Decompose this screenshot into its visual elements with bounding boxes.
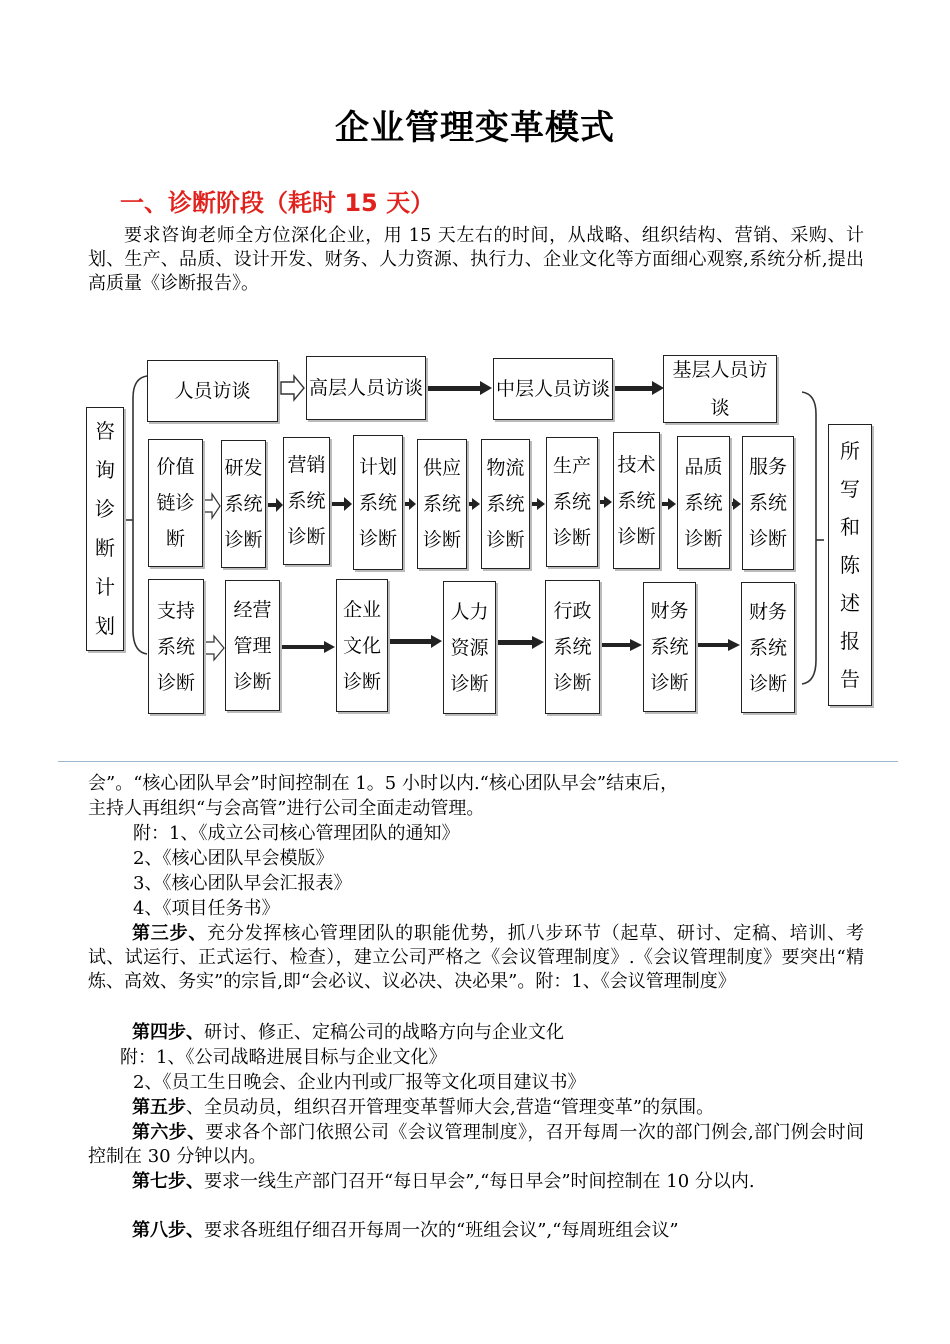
solid-arrow (601, 639, 642, 651)
step-text: 、全员动员，组织召开管理变革誓师大会,营造“管理变革”的氛围。 (186, 1097, 715, 1118)
solid-arrow (468, 498, 480, 510)
supply-system-box: 供应系统诊断 (417, 439, 467, 569)
step-label: 第六步、 (132, 1122, 206, 1143)
step-label: 第七步、 (132, 1171, 204, 1192)
production-system-box: 生产系统诊断 (546, 437, 598, 567)
solid-arrow (531, 498, 545, 510)
step-text: 研讨、修正、定稿公司的战略方向与企业文化 (204, 1022, 564, 1043)
attachment-line: 附：1、《公司战略进展目标与企业文化》 (120, 1047, 447, 1068)
section-heading: 一、诊断阶段（耗时 15 天） (120, 189, 435, 217)
hollow-arrow (281, 376, 304, 400)
page-divider (58, 761, 898, 762)
interview-box: 人员访谈 (147, 360, 278, 422)
step-text: 充分发挥核心管理团队的职能优势，抓八步环节（起草、研讨、定稿、培训、考试、试运行、正式运行、检查），建立公司严格之《会议管理制度》.《会议管理制度》要突出“精炼、高效、务实”的宗旨,即“会必议、议必决、决必果”。附：1、《会议管理制度》 (88, 923, 865, 992)
attachment-line: 3、《核心团队早会汇报表》 (133, 873, 352, 894)
logistics-system-box: 物流系统诊断 (481, 439, 530, 569)
value-chain-box: 价值链诊断 (148, 439, 203, 567)
hollow-arrow (204, 494, 220, 518)
solid-arrow (428, 381, 492, 395)
administration-system-box: 行政系统诊断 (545, 580, 600, 714)
step-6-paragraph (88, 1121, 864, 1169)
attachment-line: 附：1、《成立公司核心管理团队的通知》 (133, 823, 460, 844)
solid-arrow (661, 498, 676, 510)
planning-system-box: 计划系统诊断 (353, 435, 403, 570)
solid-arrow (267, 498, 283, 512)
business-management-box: 经营管理诊断 (225, 580, 280, 711)
step-label: 第八步、 (132, 1220, 204, 1241)
step-text: 要求一线生产部门召开“每日早会”,“每日早会”时间控制在 10 分以内. (204, 1171, 755, 1192)
attachment-line: 4、《项目任务书》 (133, 898, 280, 919)
human-resources-box: 人力资源诊断 (443, 581, 496, 714)
step-text: 要求各个部门依照公司《会议管理制度》，召开每周一次的部门例会,部门例会时间控制在 30 分钟以内。 (88, 1122, 865, 1167)
technology-system-box: 技术系统诊断 (613, 432, 660, 569)
base-interview-box: 基层人员访谈 (663, 355, 777, 423)
plan-box: 咨询诊断计划 (86, 407, 124, 651)
section-paragraph: 要求咨询老师全方位深化企业，用 15 天左右的时间，从战略、组织结构、营销、采购、计划、生产、品质、设计开发、财务、人力资源、执行力、企业文化等方面细心观察,系统分析,提出高质量《诊断报告》。 (88, 225, 864, 294)
body-line: 会”。“核心团队早会”时间控制在 1。5 小时以内.“核心团队早会”结束后， (88, 773, 679, 794)
solid-arrow (404, 498, 416, 510)
step-8-line (132, 1219, 679, 1243)
solid-arrow (281, 641, 335, 653)
solid-arrow (731, 498, 741, 510)
corporate-culture-box: 企业文化诊断 (336, 579, 388, 712)
hollow-arrow (205, 636, 224, 660)
step-5-line (132, 1096, 714, 1120)
step-label: 第五步 (132, 1097, 186, 1118)
solid-arrow (497, 636, 544, 649)
solid-arrow (614, 381, 664, 395)
report-box: 所写和陈述报告 (828, 424, 872, 706)
step-label: 第三步、 (132, 923, 208, 944)
step-3-paragraph (88, 922, 864, 994)
step-label: 第四步、 (132, 1022, 204, 1043)
attachment-line: 2、《核心团队早会模版》 (133, 848, 334, 869)
senior-interview-box: 高层人员访谈 (306, 356, 426, 420)
solid-arrow (599, 496, 612, 508)
rd-system-box: 研发系统诊断 (221, 440, 266, 568)
solid-arrow (697, 639, 740, 651)
marketing-system-box: 营销系统诊断 (283, 437, 330, 565)
body-line: 主持人再组织“与会高管”进行公司全面走动管理。 (88, 798, 485, 819)
left-brace (133, 376, 147, 654)
page-title: 企业管理变革模式 (335, 108, 615, 148)
support-system-box: 支持系统诊断 (148, 579, 204, 714)
step-7-paragraph (88, 1170, 864, 1194)
solid-arrow (389, 635, 442, 648)
right-brace (802, 392, 816, 684)
service-system-box: 服务系统诊断 (742, 436, 794, 570)
step-4-line (132, 1021, 564, 1045)
quality-system-box: 品质系统诊断 (677, 436, 730, 569)
finance-system-box-2: 财务系统诊断 (741, 582, 795, 713)
middle-interview-box: 中层人员访谈 (493, 358, 613, 420)
solid-arrow (331, 497, 352, 511)
step-text: 要求各班组仔细召开每周一次的“班组会议”,“每周班组会议” (204, 1220, 679, 1241)
attachment-line: 2、《员工生日晚会、企业内刊或厂报等文化项目建议书》 (133, 1072, 586, 1093)
finance-system-box: 财务系统诊断 (643, 582, 696, 712)
